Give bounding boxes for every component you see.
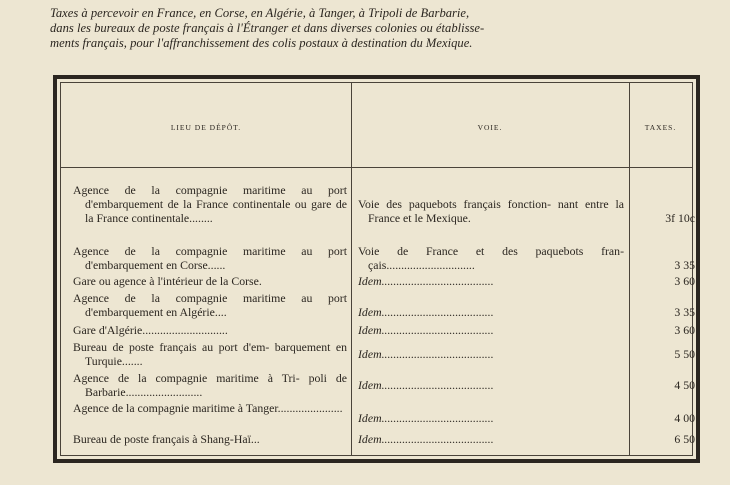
tariff-table (53, 75, 700, 463)
cell-voie: Idem...................................... (358, 305, 494, 319)
cell-lieu: Agence de la compagnie maritime à Tanger...................... (73, 401, 343, 415)
cell-lieu: Bureau de poste français à Shang-Haï... (73, 432, 260, 446)
cell-voie: Idem...................................... (358, 347, 494, 361)
cell-voie: Idem...................................... (358, 323, 494, 337)
cell-voie: Idem...................................... (358, 432, 494, 446)
cell-lieu: Agence de la compagnie maritime au port d'embarquement de la France continentale ou gare de la France continentale........ (73, 183, 347, 225)
cell-taxe: 5 50 (674, 347, 695, 361)
cell-taxe: 3 60 (674, 323, 695, 337)
header-voie: VOIE. (477, 123, 503, 132)
column-divider (629, 83, 630, 455)
caption-line-2: dans les bureaux de poste français à l'Étranger et dans diverses colonies ou établisse- (50, 21, 485, 35)
caption-line-3: ments français, pour l'affranchissement des colis postaux à destination du Mexique. (50, 36, 473, 50)
cell-taxe: 3 60 (674, 274, 695, 288)
cell-lieu: Agence de la compagnie maritime au port d'embarquement en Corse...... (73, 244, 347, 272)
cell-voie: Voie de France et des paquebots fran- çais.............................. (358, 244, 624, 272)
caption-line-1: Taxes à percevoir en France, en Corse, en Algérie, à Tanger, à Tripoli de Barbarie, (50, 6, 470, 20)
header-taxes: TAXES. (644, 123, 677, 132)
cell-lieu: Agence de la compagnie maritime à Tri- poli de Barbarie.......................... (73, 371, 347, 399)
cell-taxe: 6 50 (674, 432, 695, 446)
cell-taxe: 4 00 (674, 411, 695, 425)
cell-lieu: Gare d'Algérie............................. (73, 323, 228, 337)
cell-lieu: Agence de la compagnie maritime au port d'embarquement en Algérie.... (73, 291, 347, 319)
cell-taxe: 3 35 (674, 258, 695, 272)
table-inner (60, 82, 693, 456)
cell-voie: Idem...................................... (358, 274, 494, 288)
header-lieu: LIEU DE DÉPÔT. (170, 123, 242, 132)
cell-voie: Idem...................................... (358, 411, 494, 425)
cell-voie: Idem...................................... (358, 378, 494, 392)
cell-taxe: 3f 10c (665, 211, 695, 225)
cell-lieu: Bureau de poste français au port d'em- barquement en Turquie....... (73, 340, 347, 368)
cell-lieu: Gare ou agence à l'intérieur de la Corse. (73, 274, 262, 288)
column-divider (351, 83, 352, 455)
cell-voie: Voie des paquebots français fonction- nant entre la France et le Mexique. (358, 197, 624, 225)
cell-taxe: 4 50 (674, 378, 695, 392)
caption (50, 6, 710, 51)
cell-taxe: 3 35 (674, 305, 695, 319)
header-divider (61, 167, 692, 168)
